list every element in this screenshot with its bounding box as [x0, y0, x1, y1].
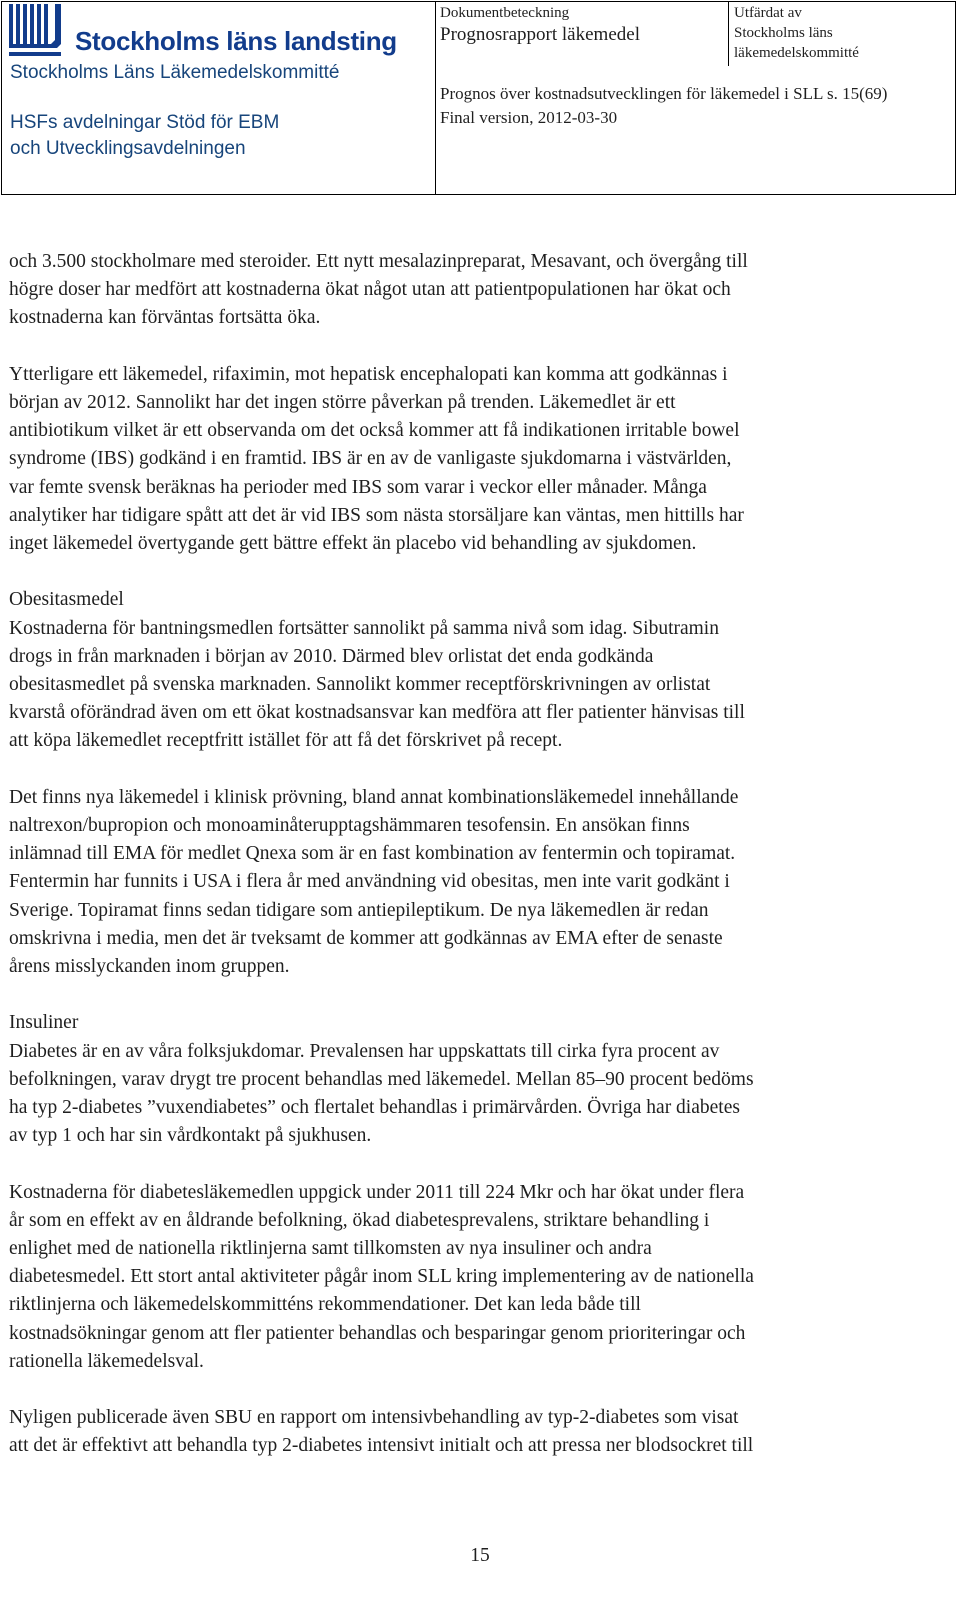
section-heading: Insuliner: [9, 1012, 79, 1034]
paragraph: [9, 1179, 954, 1376]
section-obesity: [9, 586, 954, 755]
text-line: Nyligen publicerade även SBU en rapport om intensivbehandling av typ-2-diabetes som visat: [9, 1407, 739, 1429]
document-value: Prognosrapport läkemedel: [440, 24, 640, 45]
text-line: kvarstå oförändrad även om ett ökat kostnadsansvar kan medföra att fler patienter hänvisas till: [9, 702, 745, 724]
unit-name-line: HSFs avdelningar Stöd för EBM: [10, 112, 280, 133]
text-line: och 3.500 stockholmare med steroider. Ett nytt mesalazinpreparat, Mesavant, och övergång till: [9, 251, 748, 272]
text-line: befolkningen, varav drygt tre procent behandlas med läkemedel. Mellan 85–90 procent bedöms: [9, 1068, 754, 1090]
text-line: analytiker har tidigare spått att det är vid IBS som nästa storsäljare kan väntas, men hittills har: [9, 504, 744, 526]
section-heading: Obesitasmedel: [9, 589, 124, 611]
text-line: Diabetes är en av våra folksjukdomar. Prevalensen har uppskattats till cirka fyra procent av: [9, 1040, 720, 1062]
header-organization-cell: [2, 2, 436, 194]
text-line: Det finns nya läkemedel i klinisk prövning, bland annat kombinationsläkemedel innehållande: [9, 786, 739, 808]
text-line: årens misslyckanden inom gruppen.: [9, 956, 290, 978]
text-line: högre doser har medfört att kostnaderna ökat något utan att patientpopulationen har ökat och: [9, 279, 731, 301]
document-label: Dokumentbeteckning: [440, 5, 570, 21]
paragraph: [9, 248, 954, 333]
text-line: naltrexon/bupropion och monoaminåterupptagshämmaren tesofensin. En ansökan finns: [9, 815, 690, 837]
text-line: Sverige. Topiramat finns sedan tidigare som antiepileptikum. De nya läkemedlen är redan: [9, 899, 709, 921]
unit-name-line: och Utvecklingsavdelningen: [10, 138, 246, 159]
text-line: var femte svensk beräknas ha perioder med IBS som varar i veckor eller månader. Många: [9, 476, 707, 498]
unit-name: [10, 110, 279, 162]
text-line: drogs in från marknaden i början av 2010. Därmed blev orlistat det enda godkända: [9, 645, 654, 667]
header-issuer-cell: [729, 2, 955, 66]
paragraph: [9, 361, 954, 558]
header-document-cell: [436, 2, 729, 66]
logo-wordmark: Stockholms läns landsting: [75, 26, 397, 56]
paragraph: [9, 784, 954, 981]
issued-by-line: Stockholms läns: [734, 25, 833, 41]
text-line: riktlinjerna och läkemedelskommitténs rekommendationer. Det kan leda både till: [9, 1294, 641, 1316]
page-number: 15: [470, 1545, 490, 1566]
text-line: Fentermin har funnits i USA i flera år med användning vid obesitas, men inte varit godkänt i: [9, 871, 730, 893]
text-line: obesitasmedlet på svenska marknaden. Sannolikt kommer receptförskrivningen av orlistat: [9, 674, 711, 696]
sll-logo: [7, 4, 427, 60]
text-line: ha typ 2-diabetes ”vuxendiabetes” och flertalet behandlas i primärvården. Övriga har diabetes: [9, 1097, 740, 1119]
text-line: år som en effekt av en åldrande befolkning, ökad diabetesprevalens, striktare behandling i: [9, 1209, 710, 1231]
text-line: av typ 1 och har sin vårdkontakt på sjukhusen.: [9, 1125, 372, 1147]
issued-by-line: läkemedelskommitté: [734, 45, 859, 61]
text-line: Kostnaderna för diabetesläkemedlen uppgick under 2011 till 224 Mkr och har ökat under flera: [9, 1181, 745, 1203]
text-line: diabetesmedel. Ett stort antal aktiviteter pågår inom SLL kring implementering av de nationella: [9, 1266, 754, 1288]
sll-logo-icon: [7, 4, 65, 58]
text-line: att köpa läkemedlet receptfritt istället för att få det förskrivet på recept.: [9, 730, 563, 752]
text-line: Kostnaderna för bantningsmedlen fortsätter sannolikt på samma nivå som idag. Sibutramin: [9, 617, 719, 639]
text-line: syndrome (IBS) godkänd i en framtid. IBS är en av de vanligaste sjukdomarna i västvärlden,: [9, 448, 732, 470]
text-line: att det är effektivt att behandla typ 2-diabetes intensivt initialt och att pressa ner blodsockret till: [9, 1435, 754, 1457]
report-version: Final version, 2012-03-30: [440, 108, 618, 127]
document-body: [9, 248, 954, 1489]
text-line: omskrivna i media, men det är tveksamt de kommer att godkännas av EMA efter de senaste: [9, 927, 723, 949]
text-line: kostnadsökningar genom att fler patienter behandlas och besparingar genom prioriteringar och: [9, 1322, 746, 1344]
text-line: början av 2012. Sannolikt har det ingen större påverkan på trenden. Läkemedlet är ett: [9, 392, 676, 413]
text-line: rationella läkemedelsval.: [9, 1350, 204, 1372]
report-subject: Prognos över kostnadsutvecklingen för läkemedel i SLL s. 15(69): [440, 84, 888, 103]
text-line: kostnaderna kan förväntas fortsätta öka.: [9, 307, 321, 329]
section-insulins: [9, 1009, 954, 1150]
issued-by-label: Utfärdat av: [734, 5, 802, 21]
text-line: enlighet med de nationella riktlinjerna samt tillkomsten av nya insuliner och andra: [9, 1238, 652, 1260]
paragraph: [9, 1404, 954, 1460]
document-header: [1, 1, 956, 195]
issued-by-value: [734, 23, 859, 63]
text-line: inget läkemedel övertygande gett bättre effekt än placebo vid behandling av sjukdomen.: [9, 533, 697, 555]
text-line: inlämnad till EMA för medlet Qnexa som är en fast kombination av fentermin och topiramat.: [9, 843, 736, 865]
text-line: antibiotikum vilket är ett observanda om det också kommer att få indikationen irritable bowel: [9, 420, 740, 442]
organization-name: Stockholms Läns Läkemedelskommitté: [10, 62, 340, 83]
text-line: Ytterligare ett läkemedel, rifaximin, mot hepatisk encephalopati kan komma att godkännas i: [9, 363, 728, 385]
